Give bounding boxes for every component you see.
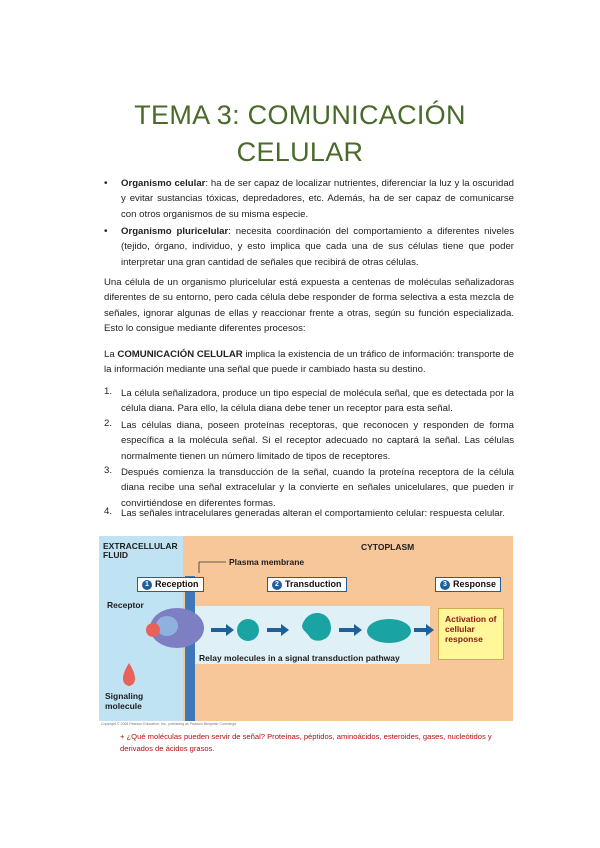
bullet-organismo-pluricelular [121,224,514,270]
step-reception [137,577,204,592]
activation-box: Activation of cellular response [438,608,504,660]
intro-paragraph: Una célula de un organismo pluricelular está expuesta a centenas de moléculas señalizadoras diferentes de su entorno, pero cada célula debe responder de forma selectiva a esta mezcla de señales, ignorar algunas de ellas y reaccionar frente a otras, según su función especializada. Esto lo consigue mediante diferentes procesos: [104,277,514,335]
step-number: 1. [104,386,113,397]
reception-label: Reception [155,579,199,589]
page-title: TEMA 3: COMUNICACIÓN [134,100,466,130]
step-transduction [267,577,347,592]
relay-molecule-1 [237,619,259,641]
signal-pathway-figure [99,536,513,721]
bullet-desc: : necesita coordinación del comportamiento a diferentes niveles (tejido, órgano, individuo, y esto implica que cada una de sus células tiene que poder interpretar una gran cantidad de señales que recibirá de otras células. [121,226,514,268]
bullet-dot: • [104,226,108,237]
bullet-term: Organismo celular [121,178,206,189]
step-text: Las células diana, poseen proteínas receptoras, que reconocen y responden de forma específica a la molécula señal. Si el receptor adecuado no captará la señal. Las células normalmente tienen un número limitado de tipos de receptores. [121,420,514,462]
step-text: Después comienza la transducción de la señal, cuando la proteína receptora de la célula diana recibe una señal extracelular y la convierte en señales unicelulares, que pueden ir convirtiéndose en diferentes formas. [121,467,514,509]
step-text: Las señales intracelulares generadas alteran el comportamiento celular: respuesta celular. [121,508,505,519]
step-text: La célula señalizadora, produce un tipo especial de molécula señal, que es detectada por la célula diana. Para ello, la célula diana debe tener un receptor para esta señal. [121,388,514,415]
step-response [435,577,501,592]
definition-term: COMUNICACIÓN CELULAR [117,349,243,360]
figure-copyright: Copyright © 2008 Pearson Education, Inc., publishing as Pearson Benjamin Cummings. [101,722,238,726]
definition-text: implica la existencia de un tráfico de información: transporte de la información mediante una señal que puede ir cambiado hasta su destino. [104,349,515,376]
extracellular-label: EXTRACELLULAR FLUID [103,541,178,560]
bullet-dot: • [104,178,108,189]
definition-paragraph [104,347,514,378]
signaling-label: Signaling molecule [105,691,144,711]
note-text: + ¿Qué moléculas pueden servir de señal? Proteínas, péptidos, aminoácidos, esteroides, gases, nucleótidos y derivados de ácidos grasos. [120,732,492,753]
transduction-label: Transduction [285,579,342,589]
signaling-molecule-shape [123,663,135,686]
step-number-icon: 2 [272,580,282,590]
receptor-label: Receptor [107,600,144,610]
bullet-term: Organismo pluricelular [121,226,229,237]
relay-label: Relay molecules in a signal transduction pathway [199,653,400,663]
bullet-desc: : ha de ser capaz de localizar nutrientes, diferenciar la luz y la oscuridad y evitar sustancias tóxicas, depredadores, etc. Además, ha de ser capaz de comunicarse con otros organismos de su misma especie. [121,178,514,220]
step-number-icon: 3 [440,580,450,590]
bound-signal-molecule [146,623,160,637]
definition-pre: La [104,349,118,360]
step-number: 4. [104,506,113,517]
response-label: Response [453,579,497,589]
step-number-icon: 1 [142,580,152,590]
page-title-line2: CELULAR [236,137,364,167]
membrane-label: Plasma membrane [229,557,305,567]
cytoplasm-label: CYTOPLASM [361,542,415,552]
step-number: 3. [104,465,113,476]
bullet-organismo-celular [121,176,514,222]
plasma-membrane [185,576,195,721]
relay-molecule-3 [367,619,411,643]
step-number: 2. [104,418,113,429]
